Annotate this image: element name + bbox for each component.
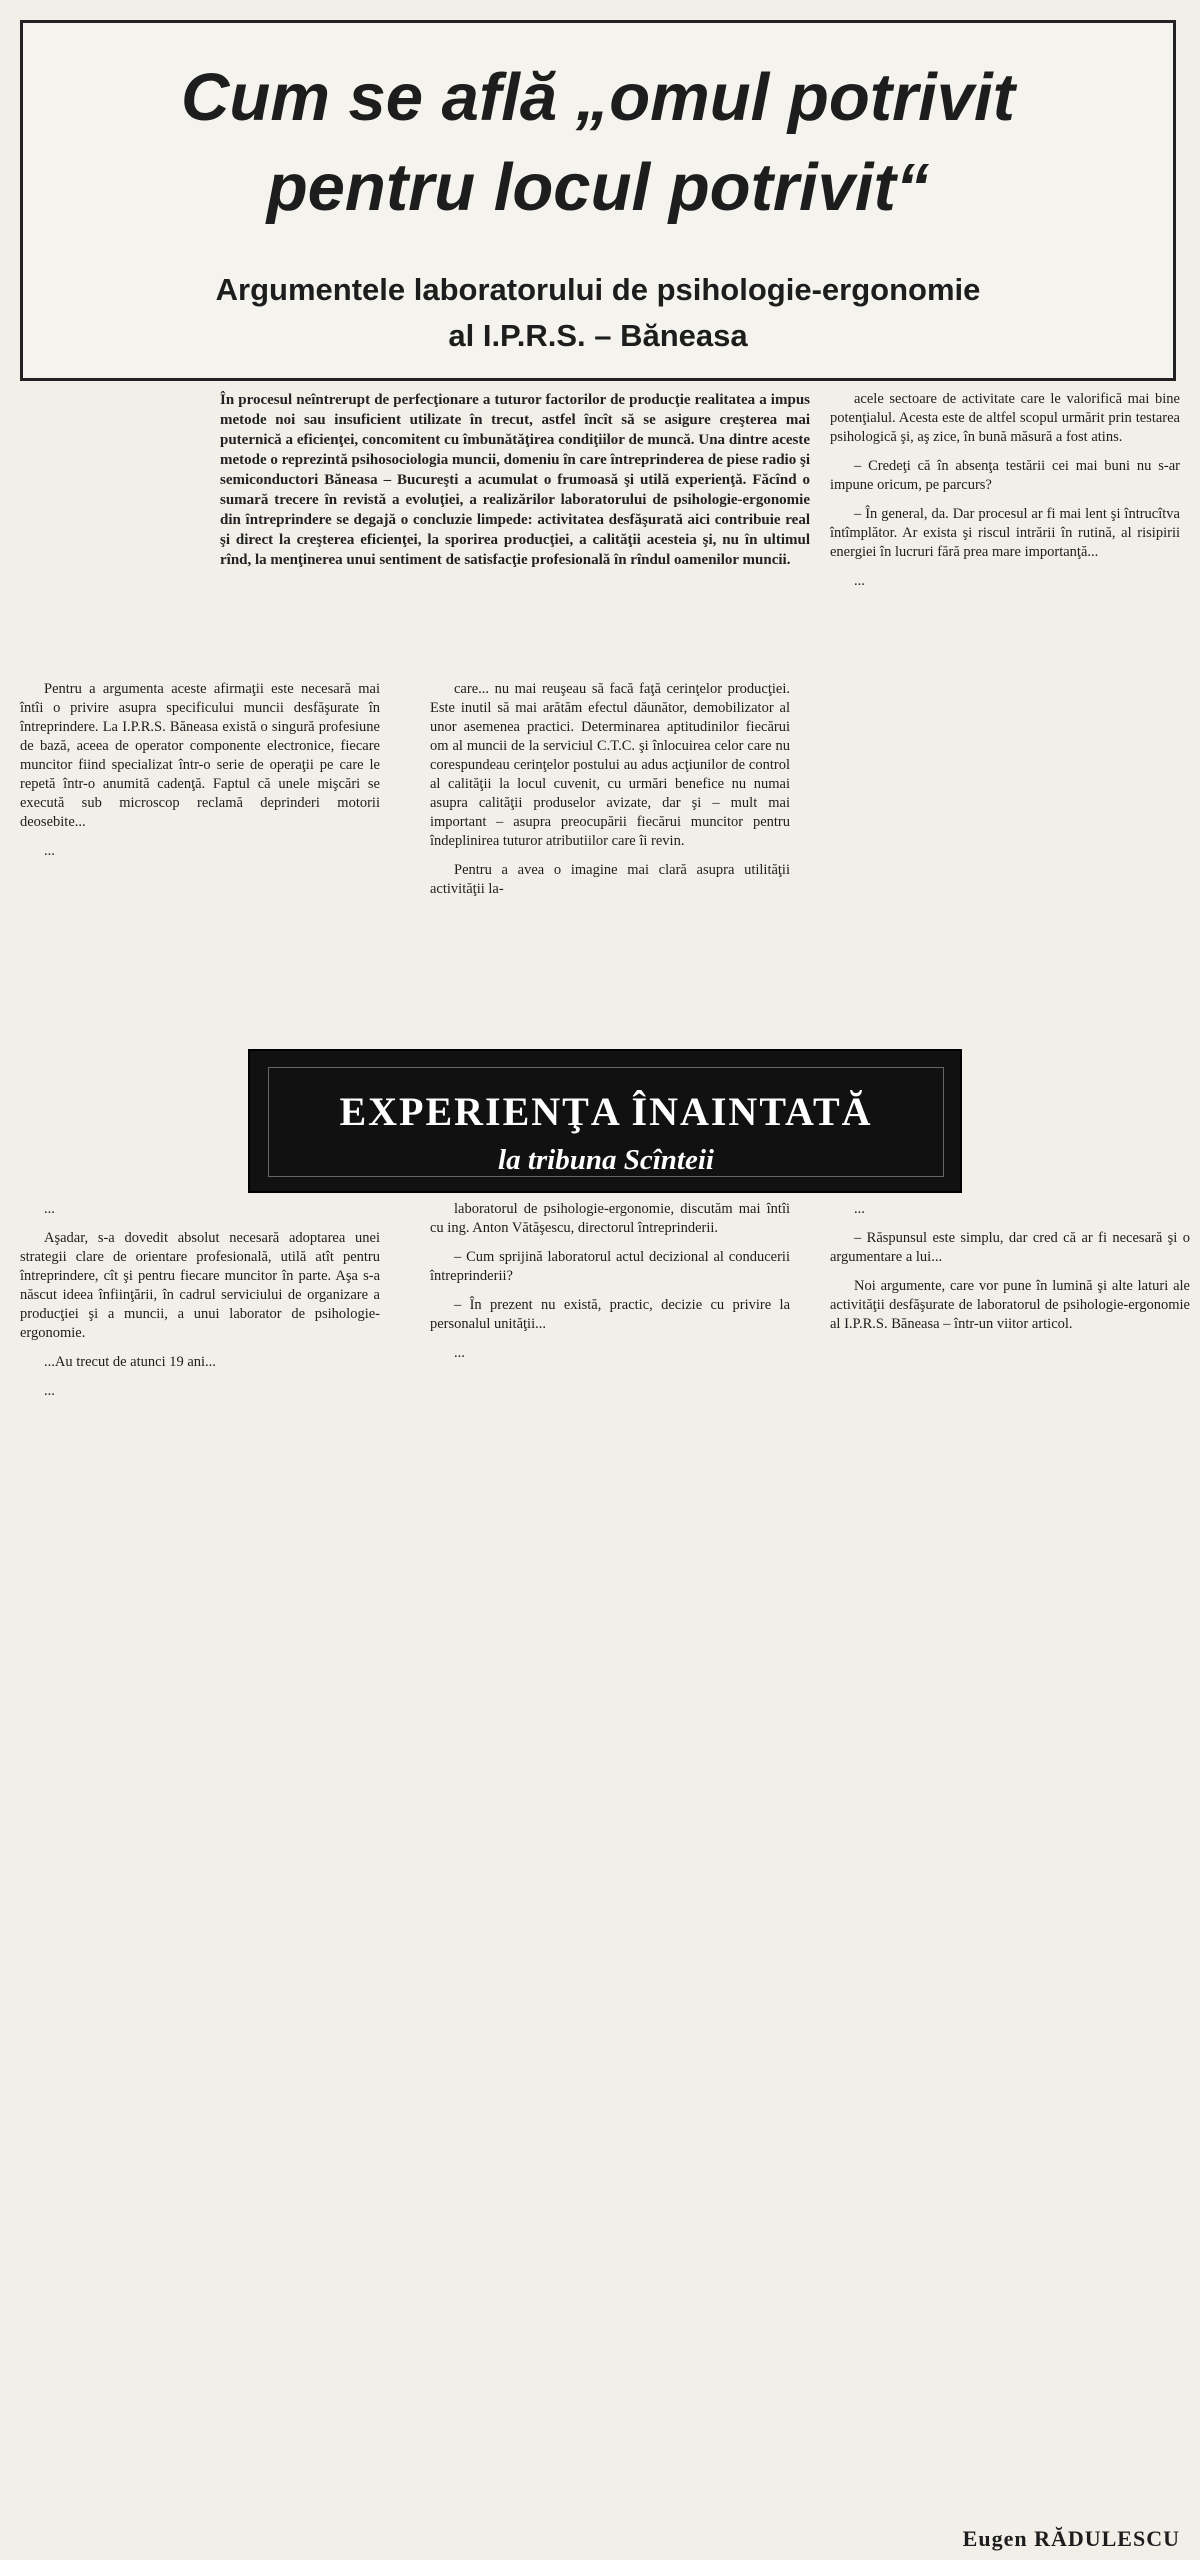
bottom-left-column — [20, 1200, 380, 1411]
paragraph: care... nu mai reuşeau să facă faţă cerinţelor producţiei. Este inutil să mai arătăm efectul dăunător, demobilizator al unor asemenea practici. Determinarea aptitudinilor fiecărui om al muncii de la serviciul C.T.C. şi înlocuirea celor care nu corespundeau cerinţelor postului au adus acţiunilor de control al calităţii la locul cuvenit, cu urmări benefice nu numai asupra calităţii produselor avizate, dar şi – mult mai important – asupra preocupării fiecărui muncitor pentru îndeplinirea tuturor atributiilor care îi revin. — [430, 681, 790, 849]
paragraph: ...Au trecut de atunci 19 ani... — [44, 1354, 216, 1370]
paragraph: – În general, da. Dar procesul ar fi mai lent şi întrucîtva întîmplător. Ar exista şi riscul intrării în rutină, al risipirii energiei în lucruri fără prea mare importanţă... — [830, 506, 1180, 560]
paragraph: Noi argumente, care vor pune în lumină şi alte laturi ale activităţii desfăşurate de laboratorul de psihologie-ergonomie al I.P.R.S. Băneasa – într-un viitor articol. — [830, 1278, 1190, 1332]
paragraph: acele sectoare de activitate care le valorifică mai bine potenţialul. Acesta este de altfel scopul urmărit prin testarea psihologică şi, aş zice, în bună măsură a fost atins. — [830, 391, 1180, 445]
paragraph: – Cum sprijină laboratorul actul decizional al conducerii întreprinderii? — [430, 1249, 790, 1284]
banner-subtitle — [269, 1144, 943, 1177]
author-byline: Eugen RĂDULESCU — [962, 2526, 1180, 2551]
bottom-middle-column — [430, 1200, 790, 1373]
subheadline-line-2: al I.P.R.S. – Băneasa — [448, 318, 748, 353]
banner-frame — [268, 1067, 944, 1177]
experience-banner — [248, 1049, 962, 1193]
lead-paragraph: În procesul neîntrerupt de perfecţionare a tuturor factorilor de producţie realitatea a impus metode noi sau insuficient utilizate în trecut, astfel încît să se asigure creşterea mai puternică a eficienţei, concomitent cu îmbunătăţirea condiţiilor de muncă. Una dintre aceste metode o reprezintă psihosociologia muncii, domeniu în care întreprinderea de piese radio şi semiconductori Băneasa – Bucureşti a acumulat o frumoasă şi utilă experienţă. Făcînd o sumară trecere în revistă a evoluţiei, a realizărilor laboratorului de psihologie-ergonomie din întreprindere se degajă o concluzie limpede: activitatea desfăşurată aici contribuie real şi direct la creşterea eficienţei, la sporirea producţiei, a calităţii acesteia şi, nu în ultimul rînd, la menţinerea unui sentiment de satisfacţie profesională în rîndul oamenilor muncii. — [220, 392, 810, 568]
paragraph: Pentru a avea o imagine mai clară asupra utilităţii activităţii la- — [430, 862, 790, 897]
banner-title: EXPERIENŢA ÎNAINTATĂ — [339, 1089, 873, 1134]
paragraph: Pentru a argumenta aceste afirmaţii este necesară mai întîi o privire asupra specificului muncii desfăşurate în întreprindere. La I.P.R.S. Băneasa există o singură profesiune de bază, aceea de operator componente electronice, fiecare muncitor fiind specializat într-o serie de operaţii pe care le repetă într-o anumită cadenţă. Faptul că unele mişcări se execută sub microscop reclamă deprinderi motorii deosebite... — [20, 681, 380, 830]
paragraph: laboratorul de psihologie-ergonomie, discutăm mai întîi cu ing. Anton Vătăşescu, directorul întreprinderii. — [430, 1201, 790, 1236]
paragraph: – În prezent nu există, practic, decizie cu privire la personalul unităţii... — [430, 1297, 790, 1332]
top-right-column — [830, 390, 1180, 601]
subheadline-line-1: Argumentele laboratorului de psihologie-ergonomie — [215, 272, 981, 307]
banner-sub-prefix: la tribuna — [498, 1144, 617, 1176]
headline-line-2: pentru locul potrivit“ — [266, 150, 930, 225]
paragraph: ... — [854, 1201, 865, 1217]
top-middle-column — [430, 680, 790, 909]
paragraph: ... — [454, 1345, 465, 1361]
top-left-column — [20, 680, 380, 871]
bottom-right-column — [830, 1200, 1190, 1344]
paragraph: ... — [44, 1383, 55, 1399]
headline-box — [20, 20, 1176, 381]
headline-line-1: Cum se află „omul potrivit — [181, 60, 1015, 135]
paragraph: ... — [44, 1201, 55, 1217]
paragraph: ... — [44, 843, 55, 859]
banner-sub-name: Scînteii — [623, 1144, 714, 1176]
paragraph: Aşadar, s-a dovedit absolut necesară adoptarea unei strategii clare de orientare profesională, utilă atît pentru întreprindere, cît şi pentru fiecare muncitor în parte. Aşa s-a născut ideea înfiinţării, în cadrul serviciului de organizare a producţiei şi a muncii, a unui laborator de psihologie-ergonomie. — [20, 1230, 380, 1341]
paragraph: – Răspunsul este simplu, dar cred că ar fi necesară şi o argumentare a lui... — [830, 1230, 1190, 1265]
paragraph: ... — [854, 573, 865, 589]
paragraph: – Credeţi că în absenţa testării cei mai buni nu s-ar impune oricum, pe parcurs? — [830, 458, 1180, 493]
